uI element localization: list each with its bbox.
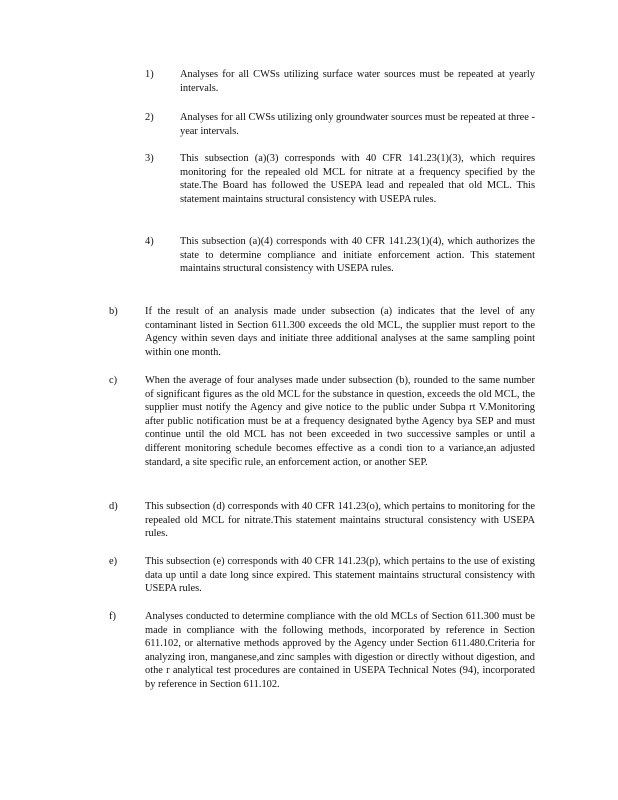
item-text: Analyses for all CWSs utilizing only groundwater sources must be repeated at three -year intervals. <box>180 112 535 137</box>
item-marker: 2) <box>145 112 154 123</box>
item-text: This subsection (d) corresponds with 40 CFR 141.23(o), which pertains to monitoring for the repealed old MCL for nitrate.This statement maintains structural consistency with USEPA rules. <box>145 501 535 540</box>
item-marker: b) <box>109 306 118 317</box>
item-marker: 4) <box>145 236 154 247</box>
item-marker: d) <box>109 501 118 512</box>
item-text: When the average of four analyses made under subsection (b), rounded to the same number of significant figures as the old MCL for the substance in question, exceeds the old MCL, the supplier must notify the Agency and give notice to the public under Subpa rt V.Monitoring after public notification must be at a frequency designated bythe Agency bya SEP and must continue until the old MCL has not been exceeded in two successive samples or until a different monitoring schedule becomes effective as a condi tion to a variance,an adjusted standard, a site specific rule, an enforcement action, or another SEP. <box>145 375 535 468</box>
item-marker: e) <box>109 556 118 567</box>
item-text: This subsection (a)(3) corresponds with 40 CFR 141.23(1)(3), which requires monitoring for the repealed old MCL for nitrate at a frequency specified by the state.The Board has followed the USEPA lead and repealed that old MCL. This statement maintains structural consistency with USEPA rules. <box>180 153 535 205</box>
item-marker: c) <box>109 375 118 386</box>
item-text: This subsection (e) corresponds with 40 CFR 141.23(p), which pertains to the use of existing data up until a date long since expired. This statement maintains structural consistency with USEPA rules. <box>145 556 535 595</box>
item-text: If the result of an analysis made under subsection (a) indicates that the level of any contaminant listed in Section 611.300 exceeds the old MCL, the supplier must report to the Agency within seven days and initiate three additional analyses at the same sampling point within one month. <box>145 306 535 358</box>
item-text: Analyses for all CWSs utilizing surface water sources must be repeated at yearly intervals. <box>180 69 535 94</box>
item-text: Analyses conducted to determine compliance with the old MCLs of Section 611.300 must be made in compliance with the following methods, incorporated by reference in Section 611.102, or alternative methods approved by the Agency under Section 611.480.Criteria for analyzing iron, manganese,and zinc samples with digestion or directly without digestion, and othe r analytical test procedures are contained in USEPA Technical Notes (94), incorporated by reference in Section 611.102. <box>145 611 535 690</box>
item-marker: 3) <box>145 153 154 164</box>
item-marker: 1) <box>145 69 154 80</box>
item-marker: f) <box>109 611 116 622</box>
item-text: This subsection (a)(4) corresponds with 40 CFR 141.23(1)(4), which authorizes the state to determine compliance and initiate enforcement action. This statement maintains structural consistency with USEPA rules. <box>180 236 535 275</box>
